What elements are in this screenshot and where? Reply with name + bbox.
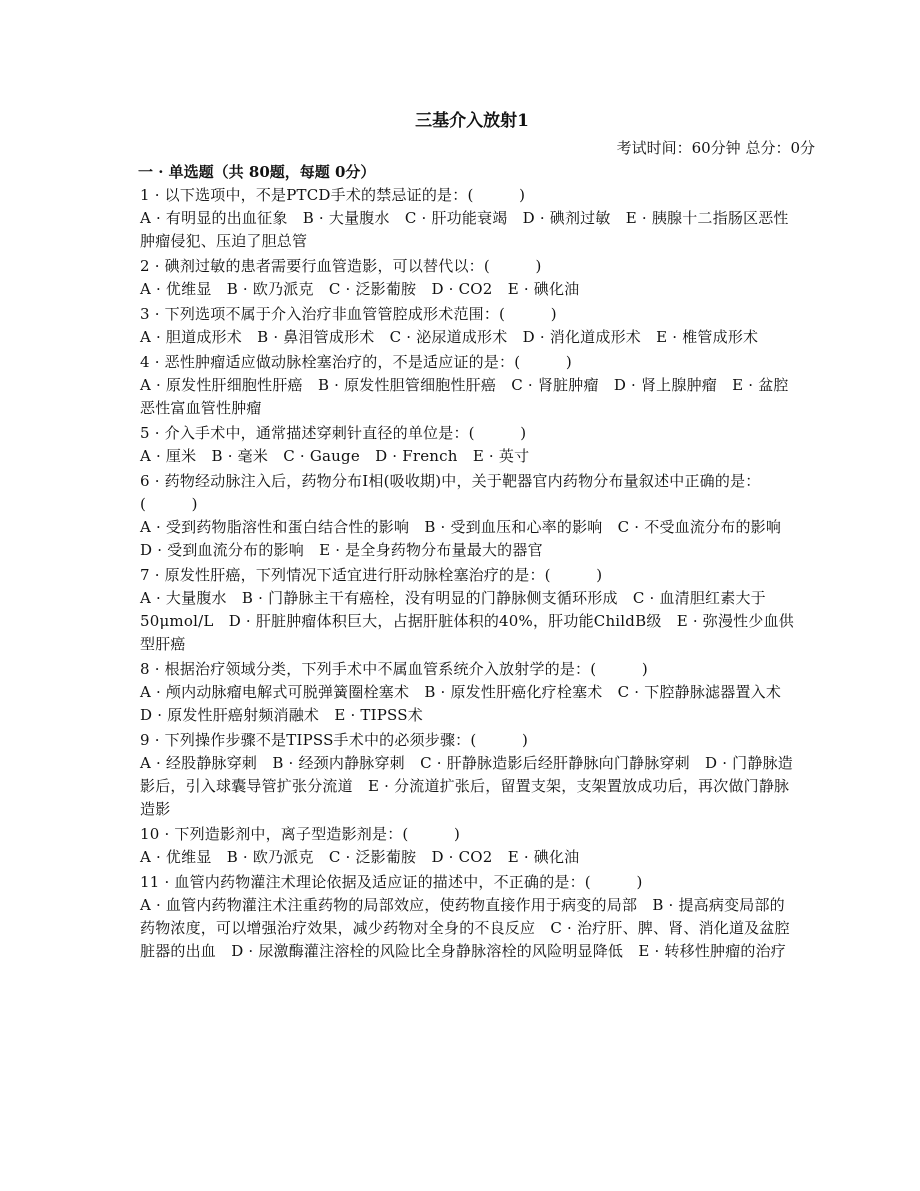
question-item <box>140 823 800 869</box>
question-text: 11 · 血管内药物灌注术理论依据及适应证的描述中，不正确的是：( ) <box>140 873 643 891</box>
question-text: 5 · 介入手术中，通常描述穿刺针直径的单位是：( ) <box>140 424 527 442</box>
question-options: A · 原发性肝细胞性肝癌 B · 原发性胆管细胞性肝癌 C · 肾脏肿瘤 D · 肾上腺肿瘤 E · 盆腔恶性富血管性肿瘤 <box>140 376 789 417</box>
question-item <box>140 184 800 253</box>
question-options: A · 有明显的出血征象 B · 大量腹水 C · 肝功能衰竭 D · 碘剂过敏 E · 胰腺十二指肠区恶性肿瘤侵犯、压迫了胆总管 <box>140 209 789 250</box>
question-item <box>140 729 800 821</box>
question-options: A · 颅内动脉瘤电解式可脱弹簧圈栓塞术 B · 原发性肝癌化疗栓塞术 C · 下腔静脉滤器置入术 D · 原发性肝癌射频消融术 E · TIPSS术 <box>140 683 797 724</box>
question-item <box>140 422 800 468</box>
question-options: A · 厘米 B · 毫米 C · Gauge D · French E · 英寸 <box>140 447 530 465</box>
section-heading: 一 · 单选题（共 80题，每题 0分） <box>138 163 376 181</box>
exam-page <box>138 108 815 965</box>
question-text: 4 · 恶性肿瘤适应做动脉栓塞治疗的，不是适应证的是：( ) <box>140 353 572 371</box>
question-text: 1 · 以下选项中，不是PTCD手术的禁忌证的是：( ) <box>140 186 526 204</box>
question-text: 8 · 根据治疗领域分类，下列手术中不属血管系统介入放射学的是：( ) <box>140 660 648 678</box>
question-options: A · 经股静脉穿刺 B · 经颈内静脉穿刺 C · 肝静脉造影后经肝静脉向门静脉穿刺 D · 门静脉造影后，引入球囊导管扩张分流道 E · 分流道扩张后，留置支架，支架置放成功后，再次做门静脉造影 <box>140 754 793 818</box>
question-text: 3 · 下列选项不属于介入治疗非血管管腔成形术范围：( ) <box>140 305 557 323</box>
exam-title: 三基介入放射1 <box>415 111 529 131</box>
question-text: 7 · 原发性肝癌，下列情况下适宜进行肝动脉栓塞治疗的是：( ) <box>140 566 603 584</box>
question-item <box>140 470 800 562</box>
question-item <box>140 351 800 420</box>
question-text: 9 · 下列操作步骤不是TIPSS手术中的必须步骤：( ) <box>140 731 529 749</box>
question-text: 10 · 下列造影剂中，离子型造影剂是：( ) <box>140 825 461 843</box>
question-options: A · 大量腹水 B · 门静脉主干有癌栓，没有明显的门静脉侧支循环形成 C · 血清胆红素大于50μmol/L D · 肝脏肿瘤体积巨大，占据肝脏体积的40%，肝功能ChildB级 E · 弥漫性少血供型肝癌 <box>140 589 794 653</box>
question-item <box>140 303 800 349</box>
question-options: A · 血管内药物灌注术注重药物的局部效应，使药物直接作用于病变的局部 B · 提高病变局部的药物浓度，可以增强治疗效果，减少药物对全身的不良反应 C · 治疗肝、脾、肾、消化道及盆腔脏器的出血 D · 尿激酶灌注溶栓的风险比全身静脉溶栓的风险明显降低 E · 转移性肿瘤的治疗 <box>140 896 790 960</box>
question-item <box>140 564 800 656</box>
question-options: A · 受到药物脂溶性和蛋白结合性的影响 B · 受到血压和心率的影响 C · 不受血流分布的影响 D · 受到血流分布的影响 E · 是全身药物分布量最大的器官 <box>140 518 797 559</box>
question-item <box>140 871 800 963</box>
question-text: 2 · 碘剂过敏的患者需要行血管造影，可以替代以：( ) <box>140 257 542 275</box>
question-item <box>140 255 800 301</box>
question-text: 6 · 药物经动脉注入后，药物分布I相(吸收期)中，关于靶器官内药物分布量叙述中正确的是：( ) <box>140 472 761 513</box>
question-options: A · 胆道成形术 B · 鼻泪管成形术 C · 泌尿道成形术 D · 消化道成形术 E · 椎管成形术 <box>140 328 759 346</box>
question-item <box>140 658 800 727</box>
question-options: A · 优维显 B · 欧乃派克 C · 泛影葡胺 D · CO2 E · 碘化油 <box>140 848 580 866</box>
exam-meta: 考试时间：60分钟 总分：0分 <box>616 139 815 157</box>
question-options: A · 优维显 B · 欧乃派克 C · 泛影葡胺 D · CO2 E · 碘化油 <box>140 280 580 298</box>
